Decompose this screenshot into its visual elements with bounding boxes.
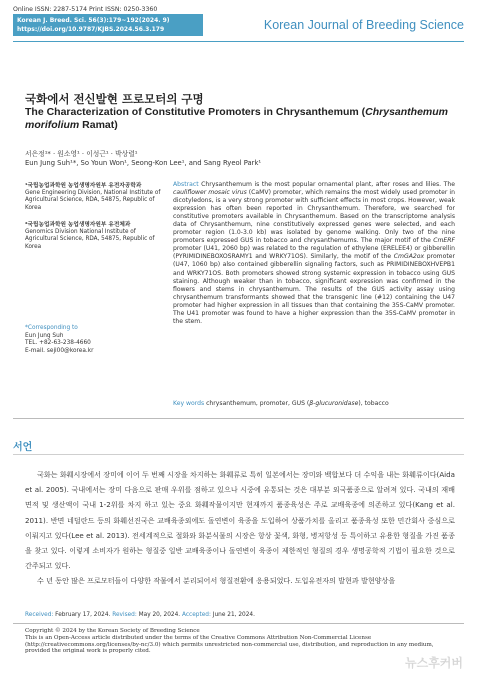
body-text: [25, 467, 455, 589]
copyright-notice: Copyright © 2024 by the Korean Society of Breeding Science This is an Open-Access article distributed under the terms of the Creative Commons Attribution Non-Commercial License (http://creativecommons.org/licenses/by-nc/3.0) which permits unrestricted non-commercial use, distribution, and reproduction in any medium, provided the original work is properly cited.: [25, 628, 434, 655]
title-korean: 국화에서 전신발현 프로모터의 구명: [25, 92, 204, 106]
affiliation-1: ¹국립농업과학원 농업생명자원부 유전자공학과 Gene Engineering Division, National Institute of Agricultural Science, RDA, 54875, Republic of Korea: [25, 183, 161, 211]
citation-text: Korean J. Breed. Sci. 56(3):179~192(2024. 9): [17, 17, 170, 24]
keywords: Key words chrysanthemum, promoter, GUS (β-glucuronidase), tobacco: [173, 400, 389, 407]
watermark: 뉴스후커버: [405, 656, 463, 670]
authors-korean: 서은정¹* · 원소영¹ · 이성근¹ · 박상렬¹: [25, 150, 138, 158]
section-divider: [13, 454, 464, 455]
authors-english: Eun Jung Suh¹*, So Youn Won¹, Seong-Kon Lee¹, and Sang Ryeol Park¹: [25, 159, 262, 167]
citation-box: [13, 14, 203, 36]
email-link[interactable]: E-mail. seji00@korea.kr: [25, 347, 94, 354]
paragraph-1: 국화는 화훼시장에서 장미에 이어 두 번째 시장을 차지하는 화훼류로 특히 일본에서는 장미와 백합보다 더 수익을 내는 화훼류이다(Aida et al. 2005). 국내에서는 장미 다음으로 판매 우위를 점하고 있으나 시중에 유통되는 것은 대부분 외국품종으로 알려져 있다. 국내의 재배 면적 및 생산액이 국내 1-2위를 차지 하고 있는 중요 화훼작물이지만 현재까지 품종육성은 주로 교배육종에 의존하고 있다(Kang et al. 2011). 반면 네덜란드 등의 화훼선진국은 교배육종외에도 돌연변이 육종을 도입하여 상품가치를 올리고 품종육성 또한 민간회사 중심으로 이뤄지고 있다(Lee et al. 2013). 전세계적으로 절화와 화분식물의 시장은 항상 꽃색, 화형, 병저항성 등 특이하고 유용한 형질을 가진 품종을 찾고 있다. 이렇게 소비자가 원하는 형질중 일반 교배육종이나 돌연변이 육종이 제한적인 형질의 경우 생명공학적 기법이 필요한 것으로 간주되고 있다.: [25, 470, 455, 571]
section-heading: 서언: [13, 442, 33, 453]
footer-divider: [13, 623, 464, 624]
title-english: The Characterization of Constitutive Promoters in Chrysanthemum (Chrysanthemum morifolium Ramat): [25, 106, 448, 131]
article-dates: Received: February 17, 2024. Revised: May 20, 2024. Accepted: June 21, 2024.: [25, 612, 255, 618]
affiliation-2: ²국립농업과학원 농업생명자원부 유전체과 Genomics Division National Institute of Agricultural Science, RDA, 54875, Republic of Korea: [25, 222, 155, 250]
correspondence: *Corresponding to Eun Jung Suh TEL. +82-63-238-4660 E-mail. seji00@korea.kr: [25, 325, 165, 355]
header-divider: [13, 41, 464, 42]
doi-link[interactable]: https://doi.org/10.9787/KJBS.2024.56.3.179: [17, 25, 165, 33]
paragraph-2: 수 년 동안 많은 프로모터들이 다양한 작물에서 분리되어서 형질전환에 응용되었다. 도입유전자의 발현과 발현양상을: [37, 576, 396, 586]
abstract-divider: [13, 418, 464, 419]
issn-line: Online ISSN: 2287-5174 Print ISSN: 0250-3360: [13, 6, 158, 13]
abstract: Abstract Chrysanthemum is the most popular ornamental plant, after roses and lilies. The cauliflower mosaic virus (CaMV) promoter, which remains the most widely used promoter in dicotyledons, is a very strong promoter with sufficient effects in most crops. However, weak expression has often been reported in Chrysanthemum. Therefore, we searched for constitutive promoters available in Chrysanthemum. Based on the transcriptome analysis data of Chrysanthemum, nine constitutively expressed genes were selected, and each promoter region (1.0-3.0 kb) was isolated by genome walking. Only two of the nine promoters expressed GUS in tobacco and chrysanthemums. The major motif of the CmERF promoter (U41, 2060 bp) was related to the regulation of ethylene (ERELEE4) or gibberellin (PYRIMIDINEBOXOSRAMY1 and WRKY71OS). Similarly, the motif of the CmGA2ox promoter (U47, 1060 bp) also contained gibberellin signaling factors, such as PRIMIDINEBOXHVEPB1 and WRKY71OS. Both promoters showed strong systemic expression in tobacco using GUS staining. Although weaker than in tobacco, significant expression was confirmed in the flowers and stems in chrysanthemum. The results of the GUS activity assay using chrysanthemum transformants showed that the transgenic line (#12) containing the U47 promoter had higher expression in all tissues than that containing the 35S-CaMV promoter. The U41 promoter was found to have a higher expression than the 35S-CaMV promoter in the stem.: [173, 181, 455, 325]
journal-title: Korean Journal of Breeding Science: [263, 18, 464, 32]
